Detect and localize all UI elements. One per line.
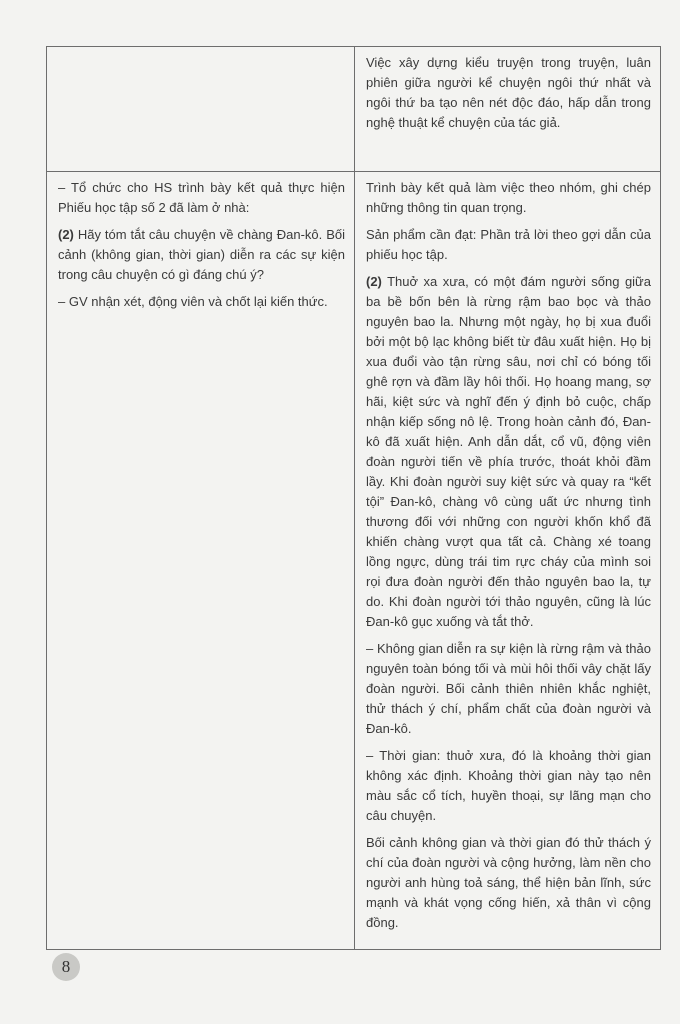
table-row — [47, 172, 661, 950]
teacher-activity-cell — [47, 47, 355, 172]
paragraph: Trình bày kết quả làm việc theo nhóm, ghi chép những thông tin quan trọng. — [366, 180, 651, 215]
cell-text: Việc xây dựng kiểu truyện trong truyện, luân phiên giữa người kể chuyện ngôi thứ nhất và ngôi thứ ba tạo nên nét độc đáo, hấp dẫn trong nghệ thuật kể chuyện của tác giả. — [366, 55, 651, 130]
student-activity-cell — [355, 47, 661, 172]
paragraph: – Tổ chức cho HS trình bày kết quả thực hiện Phiếu học tập số 2 đã làm ở nhà: — [58, 180, 345, 215]
paragraph: – Thời gian: thuở xưa, đó là khoảng thời gian không xác định. Khoảng thời gian này tạo nên màu sắc cổ tích, huyền thoại, sự lãng mạn cho câu chuyện. — [366, 748, 651, 823]
paragraph — [58, 225, 345, 285]
answer-label: (2) — [366, 274, 382, 289]
answer-text: Thuở xa xưa, có một đám người sống giữa ba bề bốn bên là rừng rậm bao bọc và thảo nguyên bao la. Nhưng một ngày, họ bị xua đuổi bởi một bộ lạc không biết từ đâu xuất hiện. Họ bị xua đuổi vào tận rừng sâu, nơi chỉ có bóng tối ghê rợn và đầm lầy hôi thối. Họ hoang mang, sợ hãi, kiệt sức và nghĩ đến ý định bỏ cuộc, chấp nhận kiếp sống nô lệ. Trong hoàn cảnh đó, Đan-kô đã xuất hiện. Anh dẫn dắt, cổ vũ, động viên đoàn người tiến về phía trước, thoát khỏi đầm lầy. Khi đoàn người suy kiệt sức và quay ra “kết tội” Đan-kô, chàng vô cùng uất ức nhưng tình thương đối với những con người khốn khổ đã khiến chàng vượt qua tất cả. Chàng xé toang lồng ngực, dùng trái tim rực cháy của mình soi rọi đưa đoàn người đến thảo nguyên bao la, tự do. Khi đoàn người tới thảo nguyên, cũng là lúc Đan-kô gục xuống và tắt thở. — [366, 274, 651, 629]
lesson-table — [46, 46, 661, 950]
paragraph: – GV nhận xét, động viên và chốt lại kiến thức. — [58, 294, 328, 309]
student-activity-cell — [355, 172, 661, 950]
paragraph: Sản phẩm cần đạt: Phần trả lời theo gợi dẫn của phiếu học tập. — [366, 227, 651, 262]
question-label: (2) — [58, 227, 74, 242]
table-row — [47, 47, 661, 172]
paragraph: Bối cảnh không gian và thời gian đó thử thách ý chí của đoàn người và cộng hưởng, làm nền cho người anh hùng toả sáng, thể hiện bản lĩnh, sức mạnh và khát vọng cống hiến, xả thân vì cộng đồng. — [366, 835, 651, 930]
paragraph: – Không gian diễn ra sự kiện là rừng rậm và thảo nguyên toàn bóng tối và mùi hôi thối vây chặt lấy đoàn người. Bối cảnh thiên nhiên khắc nghiệt, thử thách ý chí, phẩm chất của đoàn người và Đan-kô. — [366, 641, 651, 736]
paragraph — [366, 272, 651, 632]
question-text: Hãy tóm tắt câu chuyện về chàng Đan-kô. Bối cảnh (không gian, thời gian) diễn ra các sự kiện trong câu chuyện có gì đáng chú ý? — [58, 227, 345, 282]
teacher-activity-cell — [47, 172, 355, 950]
page-number: 8 — [52, 953, 80, 981]
